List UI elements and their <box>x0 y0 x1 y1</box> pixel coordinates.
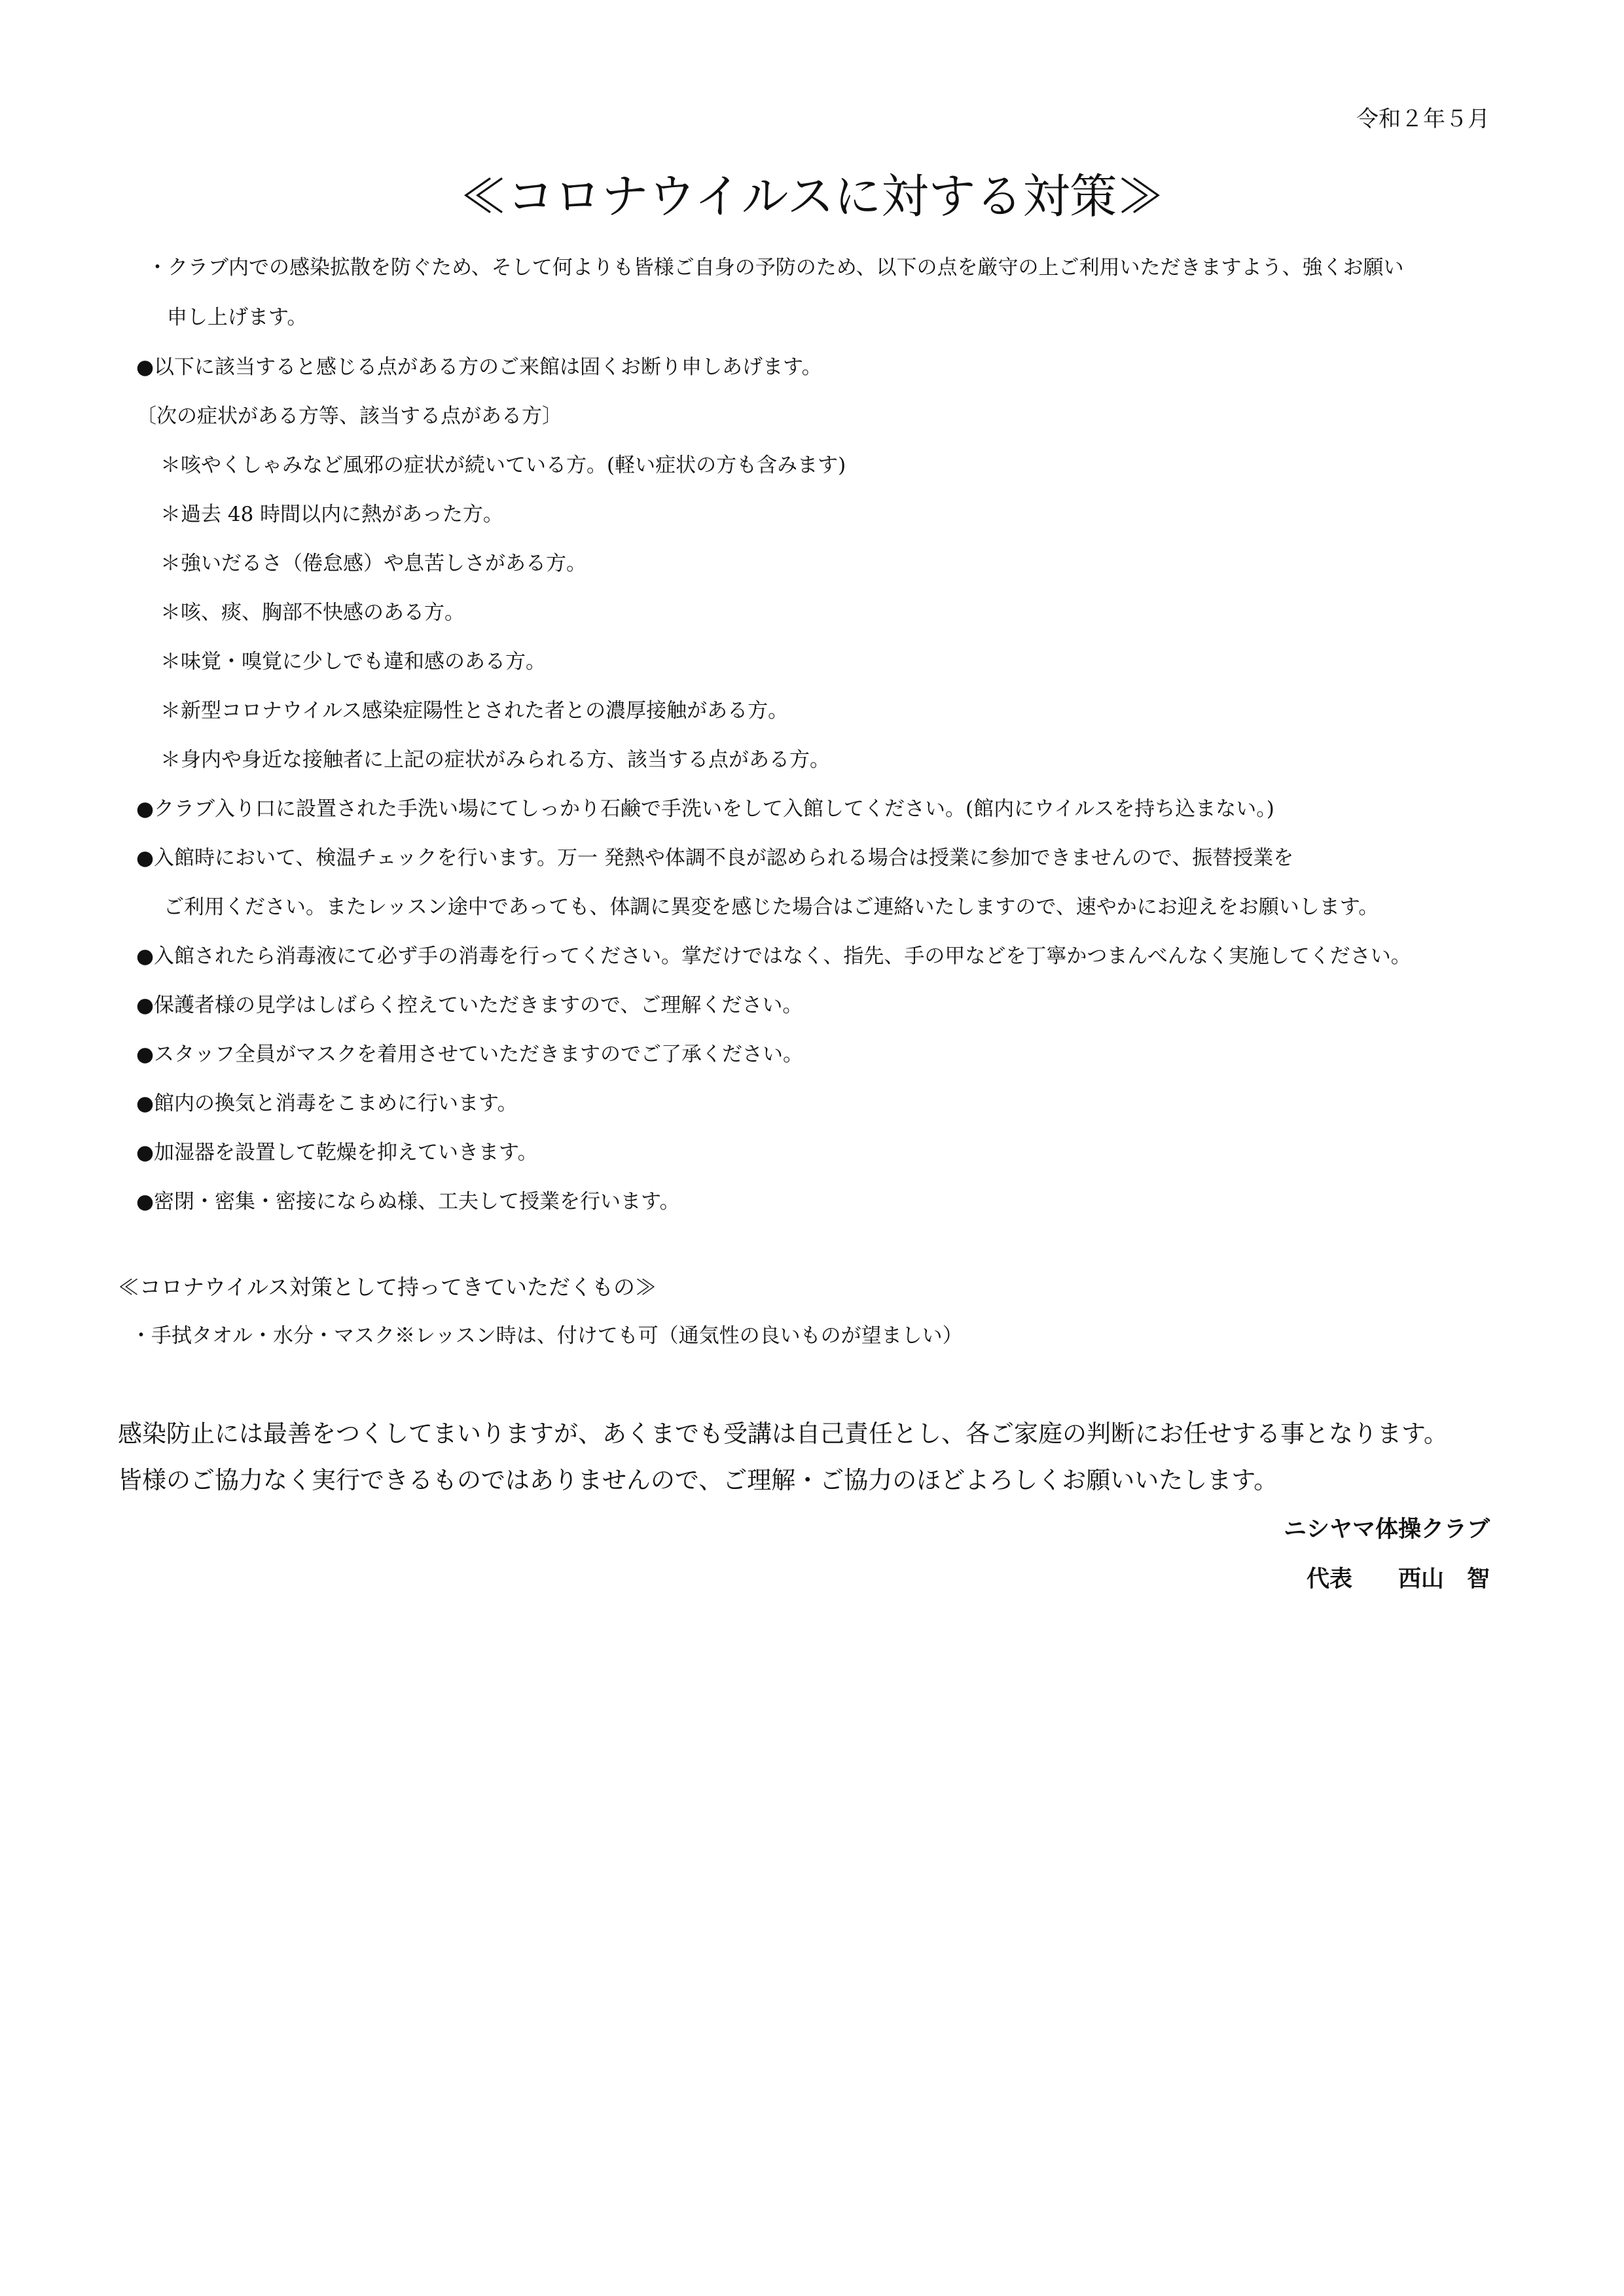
measure-guardians: ●保護者様の見学はしばらく控えていただきますので、ご理解ください。 <box>136 994 803 1017</box>
closing-line-1: 感染防止には最善をつくしてまいりますが、あくまでも受講は自己責任とし、各ご家庭の判断にお任せする事となります。 <box>118 1420 1449 1448</box>
symptom-item: ＊味覚・嗅覚に少しでも違和感のある方。 <box>160 650 546 673</box>
measure-handwash: ●クラブ入り口に設置された手洗い場にてしっかり石鹸で手洗いをして入館してください。(館内にウイルスを持ち込まない。) <box>136 797 1274 821</box>
symptom-item: ＊強いだるさ（倦怠感）や息苦しさがある方。 <box>160 552 586 575</box>
symptom-item: ＊新型コロナウイルス感染症陽性とされた者との濃厚接触がある方。 <box>160 699 789 723</box>
signature-organization: ニシヤマ体操クラブ <box>1283 1516 1490 1543</box>
symptom-item: ＊過去 48 時間以内に熱があった方。 <box>160 503 503 526</box>
intro-line-2: 申し上げます。 <box>167 306 308 329</box>
measure-disinfect: ●入館されたら消毒液にて必ず手の消毒を行ってください。掌だけではなく、指先、手の甲などを丁寧かつまんべんなく実施してください。 <box>136 944 1411 968</box>
document-date: 令和２年５月 <box>1356 106 1490 132</box>
measure-temperature-line-2: ご利用ください。またレッスン途中であっても、体調に異変を感じた場合はご連絡いたしますので、速やかにお迎えをお願いします。 <box>164 895 1379 919</box>
measure-ventilation: ●館内の換気と消毒をこまめに行います。 <box>136 1092 518 1115</box>
signature-representative: 代表 西山 智 <box>1306 1566 1490 1592</box>
items-to-bring-heading: ≪コロナウイルス対策として持ってきていただくもの≫ <box>118 1274 657 1300</box>
closing-line-2: 皆様のご協力なく実行できるものではありませんので、ご理解・ご協力のほどよろしくお願いいたします。 <box>118 1466 1278 1494</box>
refusal-subheading: 〔次の症状がある方等、該当する点がある方〕 <box>136 404 562 428</box>
measure-distancing: ●密閉・密集・密接にならぬ様、工夫して授業を行います。 <box>136 1190 680 1213</box>
symptom-item: ＊身内や身近な接触者に上記の症状がみられる方、該当する点がある方。 <box>160 748 830 772</box>
refusal-heading: ●以下に該当すると感じる点がある方のご来館は固くお断り申しあげます。 <box>136 355 822 379</box>
measure-masks: ●スタッフ全員がマスクを着用させていただきますのでご了承ください。 <box>136 1043 804 1066</box>
measure-temperature-line-1: ●入館時において、検温チェックを行います。万一 発熱や体調不良が認められる場合は授業に参加できませんので、振替授業を <box>136 846 1294 870</box>
items-to-bring-list: ・手拭タオル・水分・マスク※レッスン時は、付けても可（通気性の良いものが望ましい） <box>131 1324 963 1348</box>
symptom-item: ＊咳やくしゃみなど風邪の症状が続いている方。(軽い症状の方も含みます) <box>160 454 846 477</box>
measure-humidifier: ●加湿器を設置して乾燥を抑えていきます。 <box>136 1141 538 1164</box>
document-title: ≪コロナウイルスに対する対策≫ <box>460 169 1164 224</box>
intro-line-1: ・クラブ内での感染拡散を防ぐため、そして何よりも皆様ご自身の予防のため、以下の点を厳守の上ご利用いただきますよう、強くお願い <box>147 256 1404 279</box>
symptom-item: ＊咳、痰、胸部不快感のある方。 <box>160 601 465 624</box>
